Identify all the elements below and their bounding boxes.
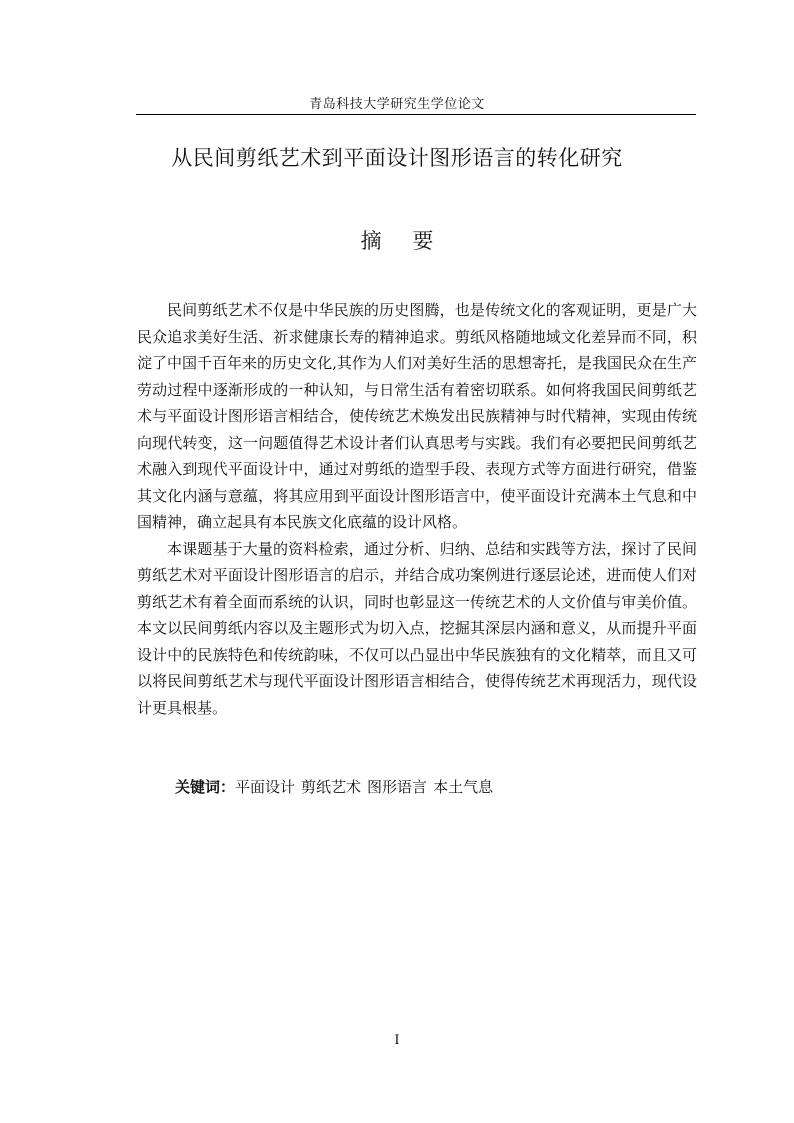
keyword: 平面设计: [235, 778, 296, 796]
page-number: I: [394, 1033, 400, 1048]
keywords-label: 关键词：: [175, 778, 236, 796]
keyword: 本土气息: [433, 778, 494, 796]
keyword: 剪纸艺术: [301, 778, 362, 796]
abstract-heading: 摘 要: [360, 229, 446, 253]
abstract-paragraph: 民间剪纸艺术不仅是中华民族的历史图腾，也是传统文化的客观证明，更是广大民众追求美好生活、祈求健康长寿的精神追求。剪纸风格随地域文化差异而不同，积淀了中国千百年来的历史文化,其作为人们对美好生活的思想寄托，是我国民众在生产劳动过程中逐渐形成的一种认知，与日常生活有着密切联系。如何将我国民间剪纸艺术与平面设计图形语言相结合，使传统艺术焕发出民族精神与时代精神，实现由传统向现代转变，这一问题值得艺术设计者们认真思考与实践。我们有必要把民间剪纸艺术融入到现代平面设计中，通过对剪纸的造型手段、表现方式等方面进行研究，借鉴其文化内涵与意蕴，将其应用到平面设计图形语言中，使平面设计充满本土气息和中国精神，确立起具有本民族文化底蕴的设计风格。: [137, 301, 697, 531]
paper-title: 从民间剪纸艺术到平面设计图形语言的转化研究: [171, 146, 623, 170]
abstract-paragraph: 本课题基于大量的资料检索，通过分析、归纳、总结和实践等方法，探讨了民间剪纸艺术对平面设计图形语言的启示，并结合成功案例进行逐层论述，进而使人们对剪纸艺术有着全面而系统的认识，同时也彰显这一传统艺术的人文价值与审美价值。本文以民间剪纸内容以及主题形式为切入点，挖掘其深层内涵和意义，从而提升平面设计中的民族特色和传统韵味，不仅可以凸显出中华民族独有的文化精萃，而且又可以将民间剪纸艺术与现代平面设计图形语言相结合，使得传统艺术再现活力，现代设计更具根基。: [137, 539, 697, 717]
running-header: 青岛科技大学研究生学位论文: [309, 97, 485, 112]
keyword: 图形语言: [367, 778, 428, 796]
header-rule: [136, 114, 696, 115]
keywords-line: [175, 776, 499, 797]
abstract-body: [137, 297, 697, 721]
